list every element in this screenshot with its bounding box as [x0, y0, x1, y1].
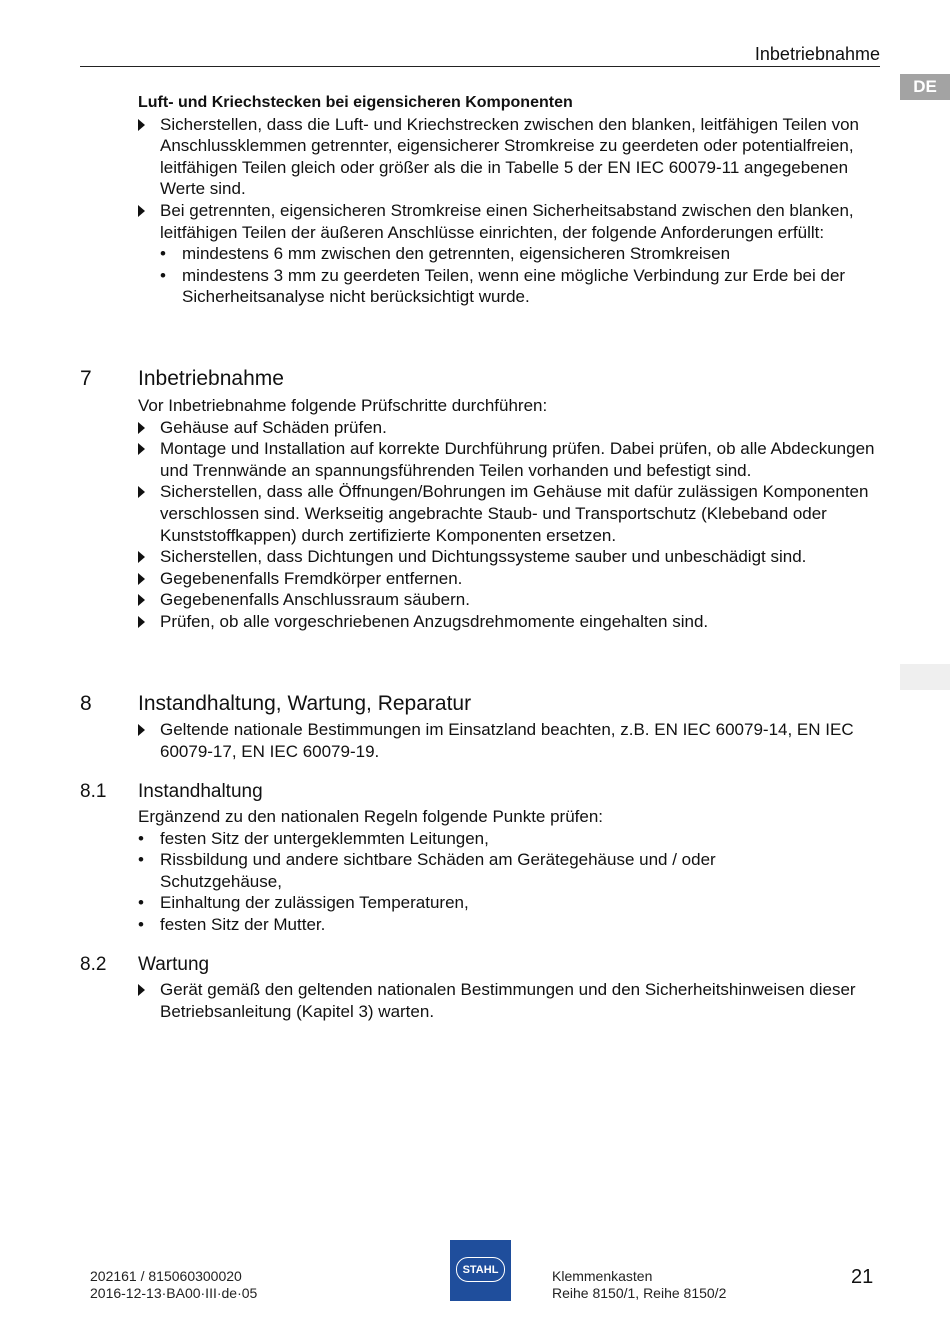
section-8-body	[138, 719, 878, 762]
list-item-text: Prüfen, ob alle vorgeschriebenen Anzugsdrehmomente eingehalten sind.	[160, 611, 709, 631]
bullet-dot-icon: •	[138, 893, 144, 913]
section-7-body	[138, 395, 878, 633]
section-intro: Ergänzend zu den nationalen Regeln folgende Punkte prüfen:	[138, 807, 604, 826]
list-item-text: festen Sitz der untergeklemmten Leitungen,	[160, 828, 489, 848]
list-item-text: Sicherstellen, dass alle Öffnungen/Bohrungen im Gehäuse mit dafür zulässigen Komponenten verschlossen sind. Werkseitig angebrachte Staub- und Transportschutz (Klebeband oder Kunststoffkappen) durch zertifizierte Komponenten ersetzen.	[160, 482, 869, 545]
list-item	[138, 892, 878, 914]
list-item	[138, 200, 878, 243]
triangle-right-icon	[138, 443, 145, 455]
triangle-right-icon	[138, 486, 145, 498]
header-rule	[80, 66, 880, 67]
list-item	[138, 568, 878, 590]
section-title: Instandhaltung, Wartung, Reparatur	[138, 692, 472, 715]
section-intro: Vor Inbetriebnahme folgende Prüfschritte durchführen:	[138, 396, 548, 415]
section-title: Wartung	[138, 954, 210, 975]
list-item	[138, 914, 878, 936]
clearance-block	[138, 92, 878, 308]
language-tab-faint	[900, 664, 950, 690]
list-item-text: mindestens 3 mm zu geerdeten Teilen, wenn eine mögliche Verbindung zur Erde bei der Sicherheitsanalyse nicht berücksichtigt wurde.	[182, 265, 846, 307]
triangle-right-icon	[138, 551, 145, 563]
triangle-right-icon	[138, 119, 145, 131]
triangle-right-icon	[138, 616, 145, 628]
product-series: Reihe 8150/1, Reihe 8150/2	[552, 1285, 727, 1301]
list-item-text: Montage und Installation auf korrekte Durchführung prüfen. Dabei prüfen, ob alle Abdeckungen und Trennwände an spannungsführenden Teilen vorhanden und befestigt sind.	[160, 439, 875, 480]
logo-text: STAHL	[456, 1257, 505, 1282]
list-item	[138, 611, 878, 633]
list-item-text: Gerät gemäß den geltenden nationalen Bestimmungen und den Sicherheitshinweisen dieser Betriebsanleitung (Kapitel 3) warten.	[160, 980, 856, 1021]
list-item-text: festen Sitz der Mutter.	[160, 914, 326, 934]
triangle-right-icon	[138, 984, 145, 996]
language-tab: DE	[900, 74, 950, 100]
triangle-right-icon	[138, 573, 145, 585]
section-title: Inbetriebnahme	[138, 367, 284, 390]
nested-list	[138, 243, 878, 308]
list-item	[160, 243, 878, 265]
bullet-dot-icon: •	[138, 914, 144, 934]
section-number: 7	[80, 367, 92, 390]
list-item-text: Gegebenenfalls Anschlussraum säubern.	[160, 590, 470, 610]
triangle-right-icon	[138, 594, 145, 606]
bullet-dot-icon: •	[160, 244, 166, 264]
section-number: 8	[80, 692, 92, 715]
list-item	[138, 114, 878, 200]
list-item-text: mindestens 6 mm zwischen den getrennten, eigensicheren Stromkreisen	[182, 244, 731, 264]
section-8-2-body	[138, 979, 878, 1022]
page-number: 21	[851, 1266, 874, 1288]
running-header: Inbetriebnahme	[754, 44, 880, 64]
bullet-dot-icon: •	[138, 828, 144, 848]
doc-date: 2016-12-13·BA00·III·de·05	[90, 1285, 258, 1301]
list-item	[138, 546, 878, 568]
bullet-dot-icon: •	[160, 265, 166, 285]
list-item	[138, 849, 878, 892]
list-item	[138, 417, 878, 439]
product-name: Klemmenkasten	[552, 1268, 653, 1284]
list-item-text: Sicherstellen, dass die Luft- und Kriechstrecken zwischen den blanken, leitfähigen Teilen von Anschlussklemmen getrennter, eigensicherer Stromkreise zu geerdeten oder potentialfreien, leitfähigen Teilen gleich oder größer als die in Tabelle 5 der EN IEC 60079-11 angegebenen Werte sind.	[160, 114, 859, 199]
list-item	[138, 481, 878, 546]
triangle-right-icon	[138, 205, 145, 217]
list-item	[138, 719, 878, 762]
clearance-heading: Luft- und Kriechstecken bei eigensicheren Komponenten	[138, 94, 573, 111]
list-item	[138, 589, 878, 611]
footer-doc-info	[90, 1268, 257, 1302]
list-item	[160, 265, 878, 308]
list-item-text: Sicherstellen, dass Dichtungen und Dichtungssysteme sauber und unbeschädigt sind.	[160, 547, 807, 567]
list-item-text: Rissbildung und andere sichtbare Schäden am Gerätegehäuse und / oder Schutzgehäuse,	[160, 850, 716, 891]
section-8-1-body	[138, 806, 878, 936]
section-number: 8.1	[80, 781, 107, 802]
triangle-right-icon	[138, 724, 145, 736]
list-item	[138, 828, 878, 850]
triangle-right-icon	[138, 422, 145, 434]
list-item	[138, 979, 878, 1022]
doc-number: 202161 / 815060300020	[90, 1268, 242, 1284]
section-title: Instandhaltung	[138, 781, 263, 802]
list-item	[138, 438, 878, 481]
footer-product-info	[552, 1268, 726, 1302]
list-item-text: Gegebenenfalls Fremdkörper entfernen.	[160, 568, 463, 588]
list-item-text: Bei getrennten, eigensicheren Stromkreise einen Sicherheitsabstand zwischen den blanken, leitfähigen Teilen der äußeren Anschlüsse einrichten, der folgende Anforderungen erfüllt:	[160, 200, 854, 242]
list-item-text: Gehäuse auf Schäden prüfen.	[160, 417, 387, 437]
list-item-text: Einhaltung der zulässigen Temperaturen,	[160, 893, 469, 913]
stahl-logo	[450, 1240, 511, 1301]
bullet-dot-icon: •	[138, 850, 144, 870]
section-number: 8.2	[80, 954, 107, 975]
list-item-text: Geltende nationale Bestimmungen im Einsatzland beachten, z.B. EN IEC 60079-14, EN IEC 60079-17, EN IEC 60079-19.	[160, 720, 854, 761]
